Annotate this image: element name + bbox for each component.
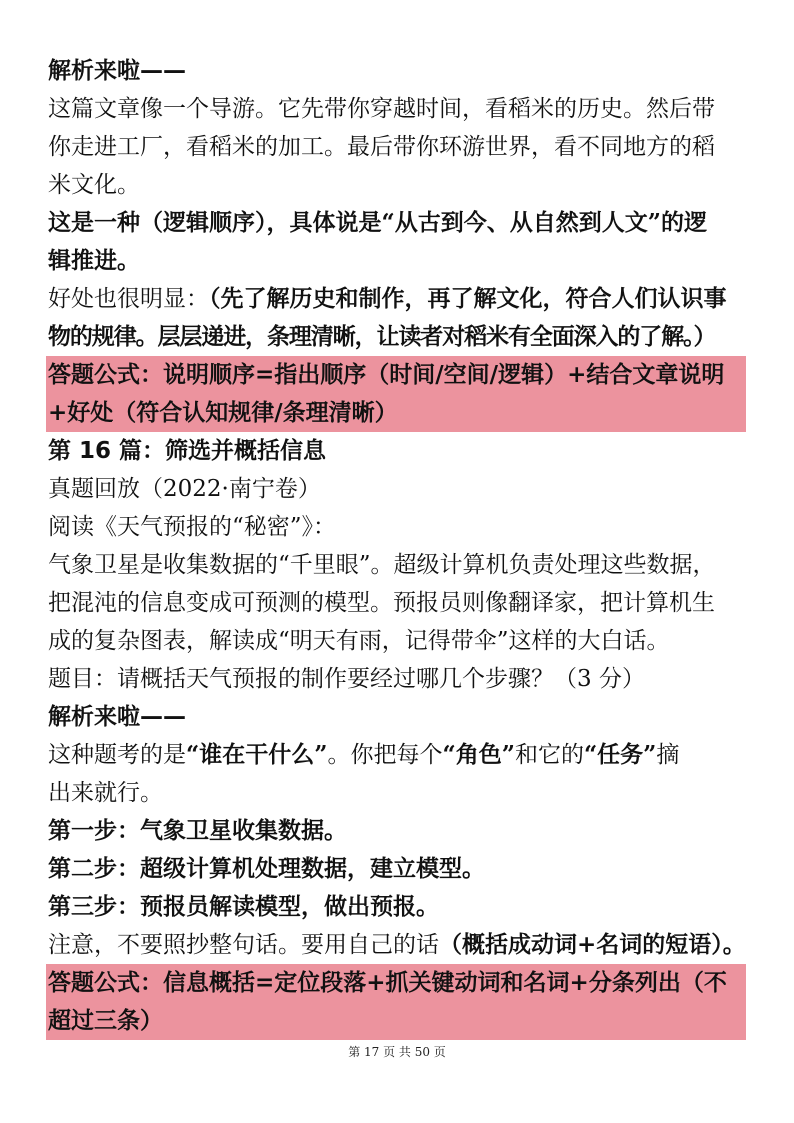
- analysis-emphasis: “任务”: [583, 741, 657, 768]
- analysis-line: [48, 736, 746, 774]
- benefit-lead: 好处也很明显：: [48, 286, 209, 312]
- formula-line: 超过三条）: [48, 1007, 163, 1034]
- analysis-text: 摘: [656, 742, 680, 768]
- formula-box: [46, 964, 746, 1040]
- formula-line: +好处（符合认知规律/条理清晰）: [48, 399, 398, 426]
- formula-label: 答题公式：: [48, 362, 163, 388]
- analysis-text: 和它的: [514, 742, 584, 768]
- passage-line: 气象卫星是收集数据的“千里眼”。超级计算机负责处理这些数据，: [48, 552, 716, 578]
- note-emphasis: （概括成动词+名词的短语）。: [439, 931, 746, 958]
- note-line: [48, 926, 746, 964]
- section-heading: 解析来啦——: [48, 58, 186, 84]
- analysis-line: 出来就行。: [48, 780, 163, 806]
- step-line: 第二步：超级计算机处理数据，建立模型。: [48, 855, 485, 882]
- paragraph-line: 你走进工厂，看稻米的加工。最后带你环游世界，看不同地方的稻: [48, 134, 715, 160]
- formula-text: 信息概括=定位段落+抓关键动词和名词+分条列出（不: [163, 969, 727, 996]
- paragraph-line: 物的规律。层层递进，条理清晰，让读者对稻米有全面深入的了解。）: [48, 323, 716, 350]
- page-number: 第 17 页 共 50 页: [348, 1045, 446, 1059]
- paragraph-line: 这是一种（逻辑顺序），具体说是“从古到今、从自然到人文”的逻: [48, 209, 707, 236]
- formula-box: [46, 356, 746, 432]
- formula-label: 答题公式：: [48, 970, 163, 996]
- formula-line: [48, 964, 746, 1002]
- paragraph-line: 辑推进。: [48, 247, 140, 274]
- step-line: 第三步：预报员解读模型，做出预报。: [48, 893, 439, 920]
- benefit-text: （先了解历史和制作，再了解文化，符合人们认识事: [209, 285, 727, 312]
- analysis-emphasis: “谁在干什么”: [186, 741, 328, 768]
- passage-line: 把混沌的信息变成可预测的模型。预报员则像翻译家，把计算机生: [48, 590, 715, 616]
- source-line: 真题回放（2022·南宁卷）: [48, 476, 321, 502]
- chapter-title: 第 16 篇：筛选并概括信息: [48, 438, 327, 464]
- question-line: 题目：请概括天气预报的制作要经过哪几个步骤？（3 分）: [48, 666, 645, 692]
- paragraph-line: 米文化。: [48, 172, 140, 198]
- analysis-text: 。你把每个: [327, 742, 443, 768]
- section-heading: 解析来啦——: [48, 704, 186, 730]
- reading-title: 阅读《天气预报的“秘密”》：: [48, 514, 337, 540]
- analysis-text: 这种题考的是: [48, 742, 186, 768]
- page-content: [48, 52, 746, 1040]
- formula-line: [48, 356, 746, 394]
- paragraph-line: 这篇文章像一个导游。它先带你穿越时间，看稻米的历史。然后带: [48, 96, 715, 122]
- note-text: 注意，不要照抄整句话。要用自己的话: [48, 932, 439, 958]
- step-line: 第一步：气象卫星收集数据。: [48, 817, 347, 844]
- passage-line: 成的复杂图表，解读成“明天有雨，记得带伞”这样的大白话。: [48, 628, 670, 654]
- formula-text: 说明顺序=指出顺序（时间/空间/逻辑）+结合文章说明: [163, 361, 725, 388]
- analysis-emphasis: “角色”: [442, 741, 515, 768]
- paragraph-line: [48, 280, 746, 318]
